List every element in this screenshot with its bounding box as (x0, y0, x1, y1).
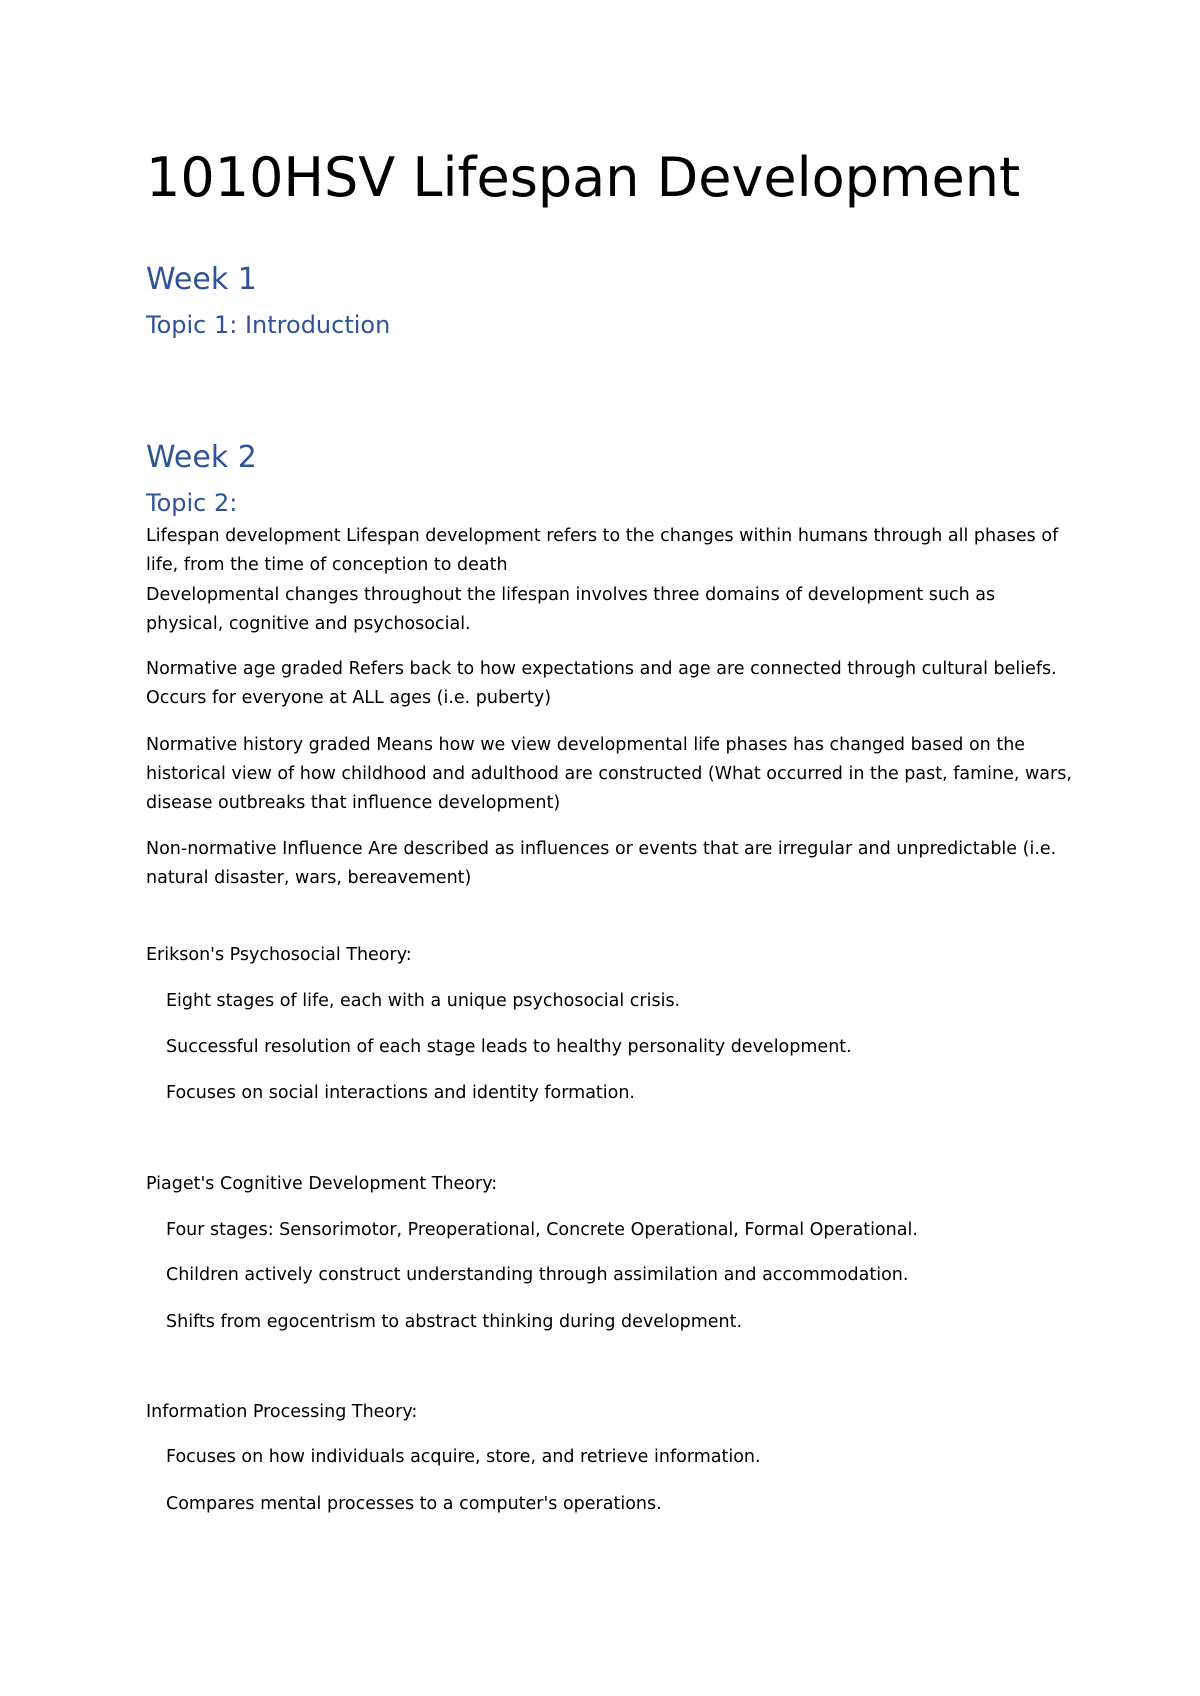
piaget-item: Children actively construct understanding through assimilation and accommodation. (166, 1265, 909, 1285)
document-title: 1010HSV Lifespan Development (146, 146, 1021, 209)
erikson-theory-heading: Erikson's Psychosocial Theory: (146, 945, 412, 965)
information-processing-item: Focuses on how individuals acquire, store, and retrieve information. (166, 1447, 761, 1467)
erikson-item: Eight stages of life, each with a unique psychosocial crisis. (166, 991, 681, 1011)
topic-1-heading: Topic 1: Introduction (146, 311, 391, 339)
erikson-item: Focuses on social interactions and identity formation. (166, 1083, 635, 1103)
week-1-heading: Week 1 (146, 262, 257, 297)
normative-history-graded-paragraph: Normative history graded Means how we view developmental life phases has changed based on the historical view of how childhood and adulthood are constructed (What occurred in the past, famine, wars, disease outbreaks that influence development) (146, 735, 1072, 813)
piaget-item: Four stages: Sensorimotor, Preoperational, Concrete Operational, Formal Operational. (166, 1220, 918, 1240)
piaget-item: Shifts from egocentrism to abstract thinking during development. (166, 1312, 743, 1332)
piaget-theory-heading: Piaget's Cognitive Development Theory: (146, 1174, 498, 1194)
lifespan-definition-paragraph: Lifespan development Lifespan development refers to the changes within humans through all phases of life, from the time of conception to death (146, 526, 1059, 575)
information-processing-item: Compares mental processes to a computer's operations. (166, 1494, 662, 1514)
topic-2-heading: Topic 2: (146, 489, 238, 517)
developmental-domains-paragraph: Developmental changes throughout the lifespan involves three domains of development such as physical, cognitive and psychosocial. (146, 585, 996, 634)
document-page (146, 0, 1076, 1696)
non-normative-influence-paragraph: Non-normative Influence Are described as influences or events that are irregular and unpredictable (i.e. natural disaster, wars, bereavement) (146, 839, 1057, 888)
erikson-item: Successful resolution of each stage leads to healthy personality development. (166, 1037, 852, 1057)
normative-age-graded-paragraph: Normative age graded Refers back to how expectations and age are connected through cultural beliefs. Occurs for everyone at ALL ages (i.e. puberty) (146, 659, 1057, 708)
week-2-heading: Week 2 (146, 440, 257, 475)
information-processing-theory-heading: Information Processing Theory: (146, 1402, 418, 1422)
